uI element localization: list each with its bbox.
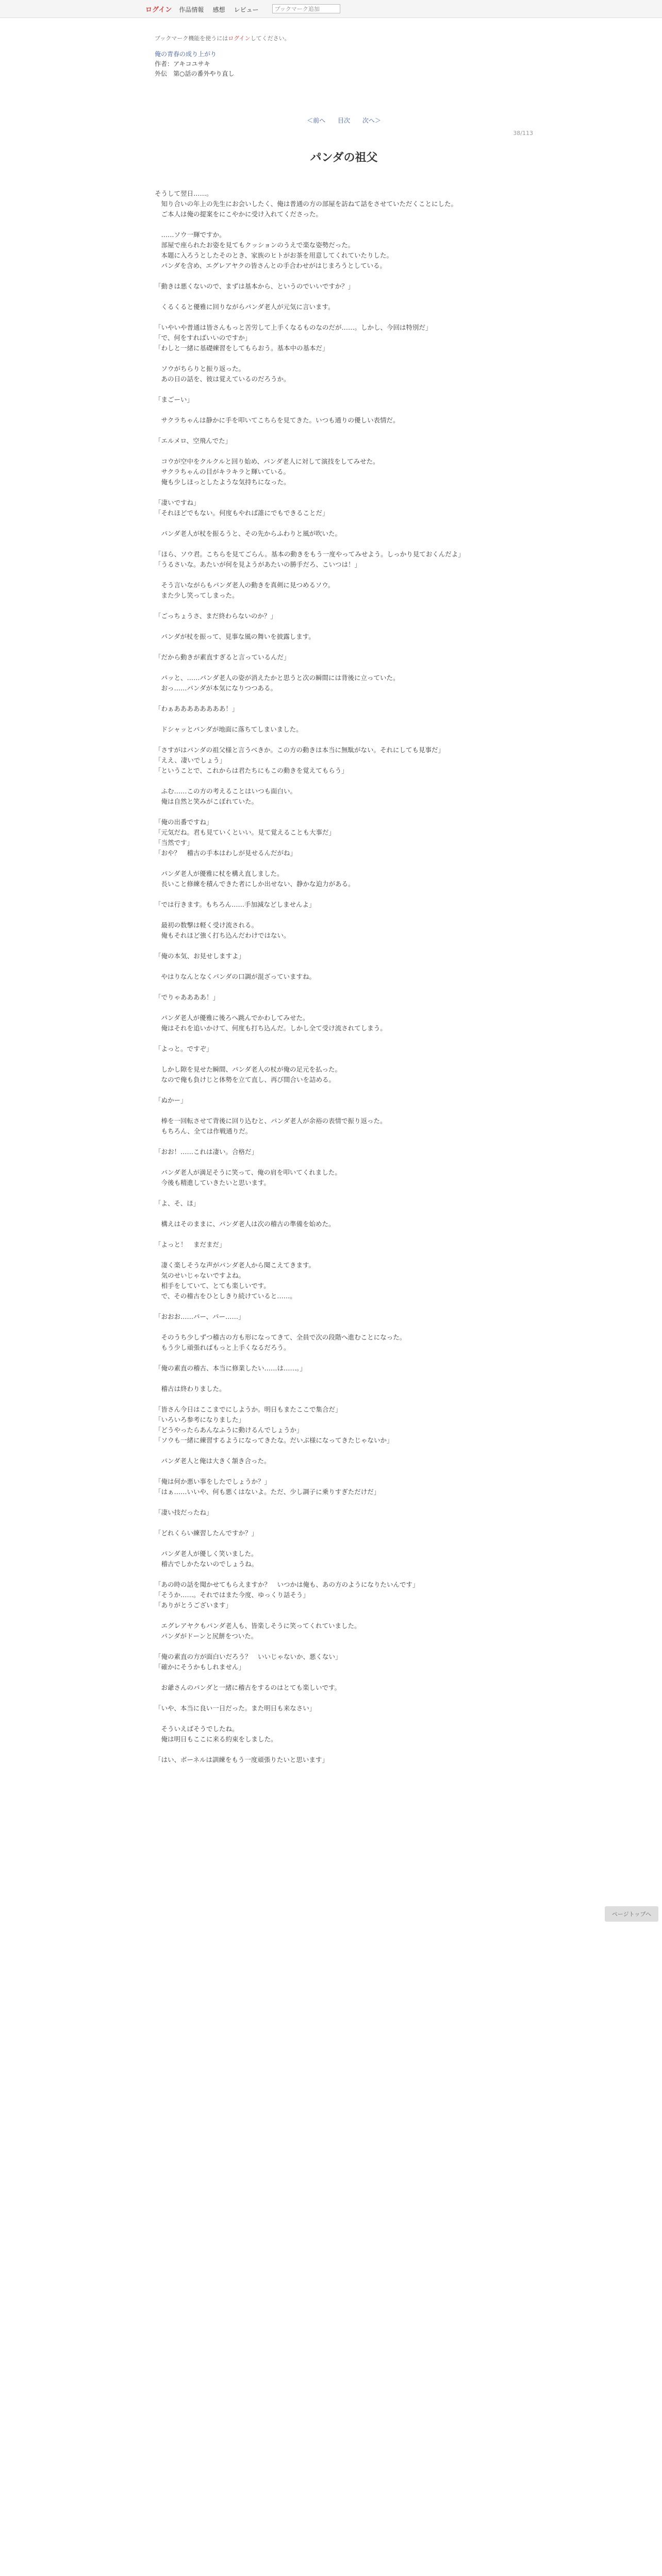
body-paragraph xyxy=(155,518,533,529)
body-paragraph: 相手をしていて、とても楽しいです。 xyxy=(155,1282,270,1290)
body-paragraph xyxy=(155,353,533,364)
body-paragraph: しかし隙を見せた瞬間、パンダ老人の杖が俺の足元を払った。 xyxy=(155,1065,342,1073)
body-paragraph: ご本人は俺の提案をにこやかに受け入れてくださった。 xyxy=(155,210,323,218)
series-title-link[interactable]: 俺の青春の成り上がり xyxy=(155,50,217,58)
login-button[interactable]: ログイン xyxy=(145,6,172,14)
body-paragraph: 「おや？ 稽古の手本はわしが見せるんだがね」 xyxy=(155,849,297,857)
body-paragraph xyxy=(155,642,533,652)
body-paragraph: パンダ老人が優雅に後ろへ跳んでかわしてみせた。 xyxy=(155,1014,309,1022)
body-paragraph xyxy=(155,1106,533,1116)
body-paragraph xyxy=(155,271,533,281)
body-paragraph xyxy=(155,1641,533,1652)
body-paragraph: ふむ……この方の考えることはいつも面白い。 xyxy=(155,787,297,795)
body-paragraph: 「では行きます。もちろん……手加減などしませんよ」 xyxy=(155,901,316,908)
body-paragraph: ……ソウ一輝ですか。 xyxy=(155,231,226,239)
body-paragraph xyxy=(155,539,533,549)
body-paragraph: 「おお！……これは凄い。合格だ」 xyxy=(155,1148,258,1156)
body-paragraph xyxy=(155,961,533,972)
body-paragraph xyxy=(155,1693,533,1703)
body-paragraph xyxy=(155,1033,533,1044)
body-paragraph: ドシャッとパンダが地面に落ちてしまいました。 xyxy=(155,725,303,733)
body-paragraph xyxy=(155,446,533,456)
body-paragraph xyxy=(155,1085,533,1095)
body-paragraph: 「エルメロ、空飛んでた」 xyxy=(155,437,232,445)
body-paragraph xyxy=(155,1672,533,1683)
body-paragraph xyxy=(155,570,533,580)
body-paragraph: 「ほら、ソウ君。こちらを見てごらん。基本の動きをもう一度やってみせよう。しっかり見ておくんだよ」 xyxy=(155,550,465,558)
body-paragraph: 「あの時の話を聞かせてもらえますか？ いつかは俺も、あの方のようになりたいんです」 xyxy=(155,1581,419,1588)
body-paragraph: そうして翌日……。 xyxy=(155,190,213,197)
body-paragraph: そのうち少しずつ稽古の方も形になってきて、全員で次の段階へ進むことになった。 xyxy=(155,1333,406,1341)
body-paragraph: 長いこと修練を積んできた者にしか出せない、静かな迫力がある。 xyxy=(155,880,355,888)
body-paragraph xyxy=(155,663,533,673)
body-paragraph: 俺は明日もここに来る約束をしました。 xyxy=(155,1735,277,1743)
top-nav-bar xyxy=(0,0,662,18)
body-paragraph: 「皆さん今日はここまでにしようか。明日もまたここで集合だ」 xyxy=(155,1405,342,1413)
body-paragraph: サクラちゃんの目がキラキラと輝いている。 xyxy=(155,468,290,476)
body-paragraph: 「よ、そ、ほ」 xyxy=(155,1199,200,1207)
body-paragraph: 「で、何をすればいいのですか」 xyxy=(155,334,252,342)
body-paragraph xyxy=(155,1374,533,1384)
body-paragraph: 「どれくらい練習したんですか？」 xyxy=(155,1529,258,1537)
body-paragraph: また少し笑ってしまった。 xyxy=(155,591,239,599)
body-paragraph xyxy=(155,1157,533,1167)
body-paragraph: おっ……パンダが本気になりつつある。 xyxy=(155,684,277,692)
body-paragraph xyxy=(155,292,533,302)
body-paragraph: 「わしと一緒に基礎練習をしてもらおう。基本中の基本だ」 xyxy=(155,344,329,352)
chapter-title: パンダの祖父 xyxy=(310,151,378,164)
body-paragraph: 「おおお……パー、パー……」 xyxy=(155,1313,245,1320)
body-paragraph: 「凄いですね」 xyxy=(155,499,200,506)
body-paragraph xyxy=(155,405,533,415)
body-paragraph xyxy=(155,1229,533,1240)
body-paragraph: 「動きは悪くないので、まずは基本から、というのでいいですか？」 xyxy=(155,282,355,290)
body-paragraph xyxy=(155,1322,533,1332)
body-paragraph: パンダ老人が杖を振るうと、その先からふわりと風が吹いた。 xyxy=(155,530,342,537)
main-content xyxy=(155,34,533,1765)
body-paragraph xyxy=(155,776,533,786)
body-paragraph: 「わぁああああああああ！」 xyxy=(155,705,239,713)
body-paragraph: 俺も少しほっとしたような気持ちになった。 xyxy=(155,478,290,486)
body-paragraph: 「うるさいな。あたいが何を見ようがあたいの勝手だろ、こいつは！」 xyxy=(155,561,361,568)
body-paragraph xyxy=(155,1353,533,1363)
body-paragraph: 「はぁ……いいや、何も悪くはないよ。ただ、少し調子に乗りすぎただけだ」 xyxy=(155,1488,380,1496)
body-paragraph xyxy=(155,1394,533,1404)
series-meta: 外伝 第○話の番外やり直し xyxy=(155,70,235,77)
body-paragraph: 棒を一回転させて背後に回り込むと、パンダ老人が余裕の表情で振り返った。 xyxy=(155,1117,387,1125)
body-paragraph xyxy=(155,1744,533,1755)
nav-link-reviews[interactable]: レビュー xyxy=(234,6,259,13)
body-paragraph: 「そうか……。それではまた今度、ゆっくり話そう」 xyxy=(155,1591,309,1599)
body-paragraph: 稽古でしかたないのでしょうね。 xyxy=(155,1560,258,1568)
body-paragraph xyxy=(155,1518,533,1528)
body-paragraph: やはりなんとなくパンダの口調が混ざっていますね。 xyxy=(155,973,316,980)
body-paragraph: お爺さんのパンダと一緒に稽古をするのはとても楽しいです。 xyxy=(155,1684,341,1691)
body-paragraph: 「いや、本当に良い一日だった。また明日も来なさい」 xyxy=(155,1704,316,1712)
body-paragraph: パンダ老人と俺は大きく頷き合った。 xyxy=(155,1457,271,1465)
body-paragraph: 「俺の素直の方が面白いだろう？ いいじゃないか、悪くない」 xyxy=(155,1653,342,1660)
chapter-body xyxy=(155,189,533,1765)
body-paragraph: 「まごーい」 xyxy=(155,396,194,403)
body-paragraph: 知り合いの年上の先生にお会いしたく、俺は普通の方の部屋を訪ねて話をさせていただくことにした。 xyxy=(155,200,457,208)
body-paragraph xyxy=(155,601,533,611)
body-paragraph: 「俺は何か悪い事をしたでしょうか？」 xyxy=(155,1478,271,1485)
body-paragraph xyxy=(155,1569,533,1580)
page-top-button[interactable]: ページトップへ xyxy=(605,1906,658,1922)
body-paragraph xyxy=(155,889,533,900)
top-nav-links xyxy=(179,4,264,14)
body-paragraph: もちろん、全ては作戦通りだ。 xyxy=(155,1127,252,1135)
body-paragraph: パンダ老人が満足そうに笑って、俺の肩を叩いてくれました。 xyxy=(155,1168,341,1176)
body-paragraph xyxy=(155,1301,533,1312)
body-paragraph xyxy=(155,1714,533,1724)
body-paragraph: パンダが杖を振って、見事な風の舞いを披露します。 xyxy=(155,633,315,640)
body-paragraph: 「さすがはパンダの祖父様と言うべきか。この方の動きは本当に無駄がない。それにしても見事だ」 xyxy=(155,746,445,754)
prev-chapter-link[interactable]: ＜前へ xyxy=(307,117,326,124)
body-paragraph: 「俺の本気、お見せしますよ」 xyxy=(155,952,245,960)
body-paragraph: 「俺の素直の稽古、本当に修業したい……は……。」 xyxy=(155,1364,306,1372)
body-paragraph: 俺もそれほど強く打ち込んだわけではない。 xyxy=(155,931,290,939)
body-paragraph: 「ありがとうございます」 xyxy=(155,1601,233,1609)
body-paragraph: 「はい、ボーネルは訓練をもう一度頑張りたいと思います」 xyxy=(155,1756,328,1764)
body-paragraph: そういえばそうでしたね。 xyxy=(155,1725,239,1733)
chapter-number: 38/113 xyxy=(513,130,533,137)
login-notice xyxy=(155,34,533,42)
body-paragraph: 「確かにそうかもしれません」 xyxy=(155,1663,245,1671)
body-paragraph: 「凄い技だったね」 xyxy=(155,1509,213,1516)
body-paragraph xyxy=(155,312,533,323)
body-paragraph: 「元気だね。君も見ていくといい。見て覚えることも大事だ」 xyxy=(155,828,336,836)
body-paragraph xyxy=(155,487,533,498)
bookmark-add-button[interactable] xyxy=(272,4,340,13)
body-paragraph: あの日の話を、彼は覚えているのだろうか。 xyxy=(155,375,290,383)
body-paragraph xyxy=(155,1497,533,1507)
body-paragraph xyxy=(155,693,533,704)
body-paragraph xyxy=(155,621,533,632)
body-paragraph: 「ということで、これからは君たちにもこの動きを覚えてもらう」 xyxy=(155,767,348,774)
body-paragraph: パッと、……パンダ老人の姿が消えたかと思うと次の瞬間には背後に立っていた。 xyxy=(155,674,400,682)
nav-link-work-info[interactable]: 作品情報 xyxy=(179,6,204,13)
body-paragraph: 俺は自然と笑みがこぼれていた。 xyxy=(155,798,258,805)
body-paragraph: 今後も精進していきたいと思います。 xyxy=(155,1179,271,1187)
nav-link-impressions[interactable]: 感想 xyxy=(212,6,225,13)
body-paragraph xyxy=(155,1250,533,1260)
body-paragraph xyxy=(155,219,533,230)
notice-after: してください。 xyxy=(250,35,290,42)
next-chapter-link[interactable]: 次へ＞ xyxy=(362,117,381,124)
body-paragraph: もう少し頑張ればもっと上手くなるだろう。 xyxy=(155,1344,290,1351)
body-paragraph xyxy=(155,941,533,951)
body-paragraph xyxy=(155,910,533,920)
body-paragraph: パンダを含め、エグレアヤクの皆さんとの手合わせがはじまろうとしている。 xyxy=(155,262,387,269)
body-paragraph xyxy=(155,1003,533,1013)
body-paragraph: 部屋で座られたお姿を見てもクッションのうえで楽な姿勢だった。 xyxy=(155,241,355,249)
body-paragraph xyxy=(155,1054,533,1064)
body-paragraph: パンダがドーンと尻餅をついた。 xyxy=(155,1632,258,1640)
body-paragraph: 「いろいろ参考になりました」 xyxy=(155,1416,245,1423)
body-paragraph: で、その稽古をひとしきり続けていると……。 xyxy=(155,1292,296,1300)
body-paragraph: 俺はそれを追いかけて、何度も打ち込んだ。しかし全て受け流されてしまう。 xyxy=(155,1024,387,1032)
series-author: 作者：アキコユサキ xyxy=(155,60,210,67)
body-paragraph: 「それほどでもない。何度もやれば誰にでもできることだ」 xyxy=(155,509,329,517)
body-paragraph: エグレアヤクもパンダ老人も、皆楽しそうに笑ってくれていました。 xyxy=(155,1622,361,1630)
notice-before: ブックマーク機能を使うには xyxy=(155,35,228,42)
body-paragraph: 「いやいや普通は皆さんもっと苦労して上手くなるものなのだが……。しかし、今回は特別だ」 xyxy=(155,324,432,331)
body-paragraph: 気のせいじゃないですよね。 xyxy=(155,1272,245,1279)
body-paragraph xyxy=(155,1611,533,1621)
body-paragraph: 「ソウも一緒に練習するようになってきたな。だいぶ様になってきたじゃないか」 xyxy=(155,1436,393,1444)
body-paragraph: 「だから動きが素直すぎると言っているんだ」 xyxy=(155,653,290,661)
body-paragraph: パンダ老人が優雅に杖を構え直しました。 xyxy=(155,870,284,877)
body-paragraph xyxy=(155,735,533,745)
body-paragraph xyxy=(155,1446,533,1456)
body-paragraph: 稽古は終わりました。 xyxy=(155,1385,226,1393)
body-paragraph xyxy=(155,858,533,869)
body-paragraph: サクラちゃんは静かに手を叩いてこちらを見てきた。いつも通りの優しい表情だ。 xyxy=(155,416,400,424)
body-paragraph: 本題に入ろうとしたそのとき、家族のヒトがお茶を用意してくれていたりした。 xyxy=(155,251,393,259)
body-paragraph xyxy=(155,1188,533,1198)
body-paragraph: ソウがちらりと振り返った。 xyxy=(155,365,245,372)
body-paragraph: 凄く楽しそうな声がパンダ老人から聞こえてきます。 xyxy=(155,1261,316,1269)
body-paragraph: くるくると優雅に回りながらパンダ老人が元気に言います。 xyxy=(155,303,335,311)
body-paragraph: コウが空中をクルクルと回り始め、パンダ老人に対して演技をしてみせた。 xyxy=(155,457,379,465)
body-paragraph: 構えはそのままに、パンダ老人は次の稽古の準備を始めた。 xyxy=(155,1220,335,1228)
toc-link[interactable]: 目次 xyxy=(337,117,350,124)
body-paragraph: パンダ老人が優しく笑いました。 xyxy=(155,1550,258,1557)
body-paragraph: 「どうやったらあんなふうに動けるんでしょうか」 xyxy=(155,1426,303,1434)
body-paragraph: なので俺も負けじと体勢を立て直し、再び間合いを詰める。 xyxy=(155,1076,336,1083)
body-paragraph xyxy=(155,426,533,436)
body-paragraph: 「ええ、凄いでしょう」 xyxy=(155,756,226,764)
body-paragraph: 「ごっちょうさ、まだ終わらないのか？」 xyxy=(155,612,277,620)
body-paragraph: 「でりゃああああ！」 xyxy=(155,993,220,1001)
body-paragraph xyxy=(155,1466,533,1477)
body-paragraph xyxy=(155,1137,533,1147)
top-nav-inner xyxy=(145,4,340,14)
body-paragraph: そう言いながらもパンダ老人の動きを真剣に見つめるソウ。 xyxy=(155,581,335,589)
body-paragraph xyxy=(155,982,533,992)
body-paragraph: 「よっと！ まだまだ」 xyxy=(155,1241,226,1248)
body-paragraph xyxy=(155,714,533,724)
body-paragraph: 「俺の出番ですね」 xyxy=(155,818,213,826)
notice-login-link[interactable]: ログイン xyxy=(228,35,251,42)
body-paragraph xyxy=(155,384,533,395)
chapter-pager xyxy=(155,116,533,125)
body-paragraph xyxy=(155,807,533,817)
body-paragraph: 「当然です」 xyxy=(155,839,194,846)
body-paragraph: 最初の数撃は軽く受け流される。 xyxy=(155,921,258,929)
body-paragraph xyxy=(155,1538,533,1549)
body-paragraph xyxy=(155,1209,533,1219)
body-paragraph: 「ぬかー」 xyxy=(155,1096,187,1104)
body-paragraph: 「よっと。ですぞ」 xyxy=(155,1045,213,1053)
